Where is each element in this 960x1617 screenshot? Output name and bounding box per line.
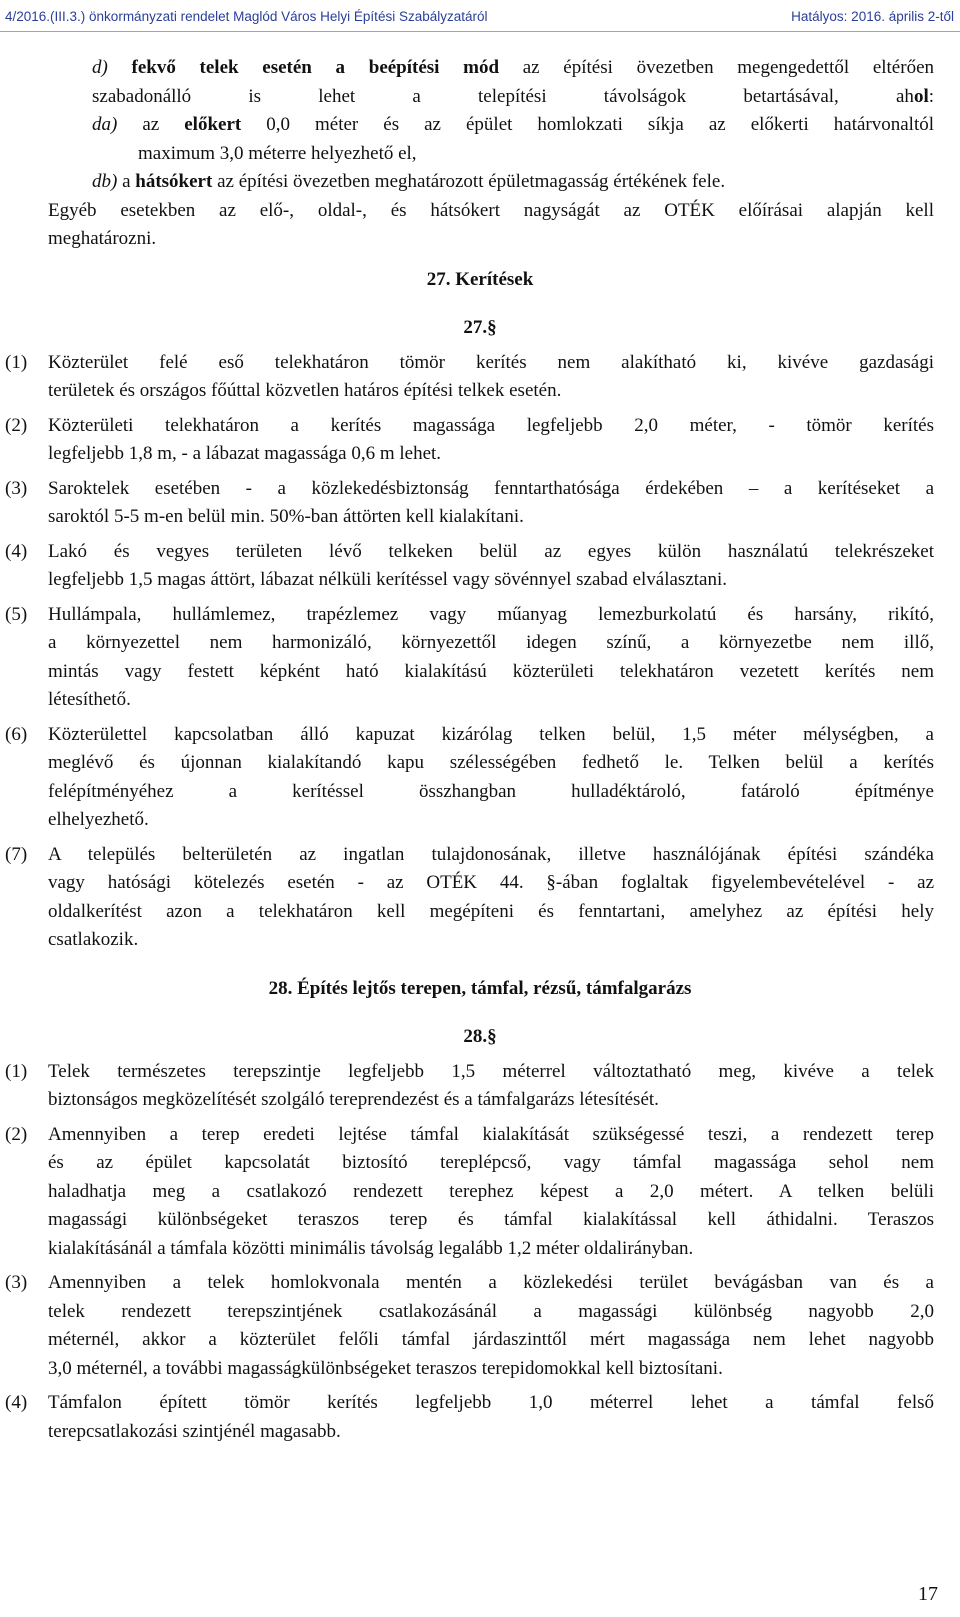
item-d-bold-text: fekvő telek esetén a beépítési mód [131,57,500,78]
item-d-text: az építési övezetben megengedettől eltérően [499,57,935,78]
running-header [0,0,960,33]
item-db-line-1: db) a hátsókert az építési övezetben meghatározott épületmagasság értékének fele. [92,171,726,192]
other-cases-paragraph: Egyéb esetekben az elő-, oldal-, és hátsókert nagyságát az OTÉK előírásai alapján kell meghatározni. [48,199,934,249]
s28-para-3: (3) Amennyiben a telek homlokvonala mentén a közlekedési terület bevágásban van és a telek rendezett terepszintjének csatlakozásánál a magassági különbség nagyobb 2,0 méternél, akkor a közterület felőli támfal járdaszinttől mért magassága nem lehet nagyobb 3,0 méternél, a további magasságkülönbségeket teraszos terepidomokkal kell biztosítani. [5,1272,934,1379]
section-28-paragraph-mark: 28.§ [463,1026,497,1047]
section-28-paragraphs [0,1058,960,1447]
item-da-label: da) [92,114,118,135]
header-divider [0,31,960,32]
s28-para-4: (4) Támfalon épített tömör kerítés legfeljebb 1,0 méterrel lehet a támfal felső terepcsatlakozási szintjénél magasabb. [5,1392,934,1442]
section-27-title: 27. Kerítések [426,268,534,290]
item-da-line-1: da) az előkert 0,0 méter és az épület homlokzati síkja az előkerti határvonaltól [92,114,934,135]
section-27-paragraph-mark: 27.§ [463,317,497,338]
s28-para-2: (2) Amennyiben a terep eredeti lejtése támfal kialakítását szükségessé teszi, a rendezett terep és az épület kapcsolatát biztosító tereplépcső, vagy támfal magassága sehol nem haladhatja meg a csatlakozó rendezett terephez képest a 2,0 métert. A telken belüli magassági különbségeket teraszos terep és támfal kialakítással kell áthidalni. Teraszos kialakításánál a támfala közötti minimális távolság legalább 1,2 méter oldalirányban. [5,1123,934,1259]
section-27-paragraphs [0,349,960,955]
s27-para-2: (2) Közterületi telekhatáron a kerítés magassága legfeljebb 2,0 méter, - tömör kerítés legfeljebb 1,8 m, - a lábazat magassága 0,6 m lehet. [5,414,934,464]
item-da-line-2: maximum 3,0 méterre helyezhető el, [138,142,417,164]
item-d-label: d) [92,57,108,78]
s27-para-6: (6) Közterülettel kapcsolatban álló kapuzat kizárólag telken belül, 1,5 méter mélységben, a meglévő és újonnan kialakítandó kapu szélességében fedhető le. Telken belül a kerítés felépítményéhez a kerítéssel összhangban hulladéktároló, fatároló építménye elhelyezhető. [5,723,934,830]
header-regulation-title: 4/2016.(III.3.) önkormányzati rendelet Maglód Város Helyi Építési Szabályzatáról [5,9,488,24]
s28-para-1: (1) Telek természetes terepszintje legfeljebb 1,5 méterrel változtatható meg, kivéve a telek biztonságos megközelítését szolgáló tereprendezést és a támfalgarázs létesítését. [5,1060,934,1110]
section-28-title: 28. Építés lejtős terepen, támfal, rézsű, támfalgarázs [268,977,692,999]
item-db-label: db) [92,171,118,192]
item-d-line-2: szabadonálló is lehet a telepítési távolságok betartásával, ahol: [92,85,934,107]
s27-para-1: (1) Közterület felé eső telekhatáron tömör kerítés nem alakítható ki, kivéve gazdasági területek és országos főúttal közvetlen határos építési telkek esetén. [5,351,934,401]
s27-para-4: (4) Lakó és vegyes területen lévő telkeken belül az egyes külön használatú telekrészeket legfeljebb 1,5 magas áttört, lábazat nélküli kerítéssel vagy sövénnyel szabad elválasztani. [5,540,934,590]
s27-para-5: (5) Hullámpala, hullámlemez, trapézlemez vagy műanyag lemezburkolatú és harsány, rikító, a környezettel nem harmonizáló, környezettől idegen színű, a környezetbe nem illő, mintás vagy festett képként ható kialakítású közterületi telekhatáron vezetett kerítés nem létesíthető. [5,603,934,710]
item-da [0,111,960,168]
s27-para-7: (7) A település belterületén az ingatlan tulajdonosának, illetve használójának építési szándéka vagy hatósági kötelezés esetén - az OTÉK 44. §-ában foglaltak figyelembevételével - az oldalkerítést azon a telekhatáron kell megépíteni és fenntartani, amelyhez az építési hely csatlakozik. [5,843,934,950]
s27-para-3: (3) Saroktelek esetében - a közlekedésbiztonság fenntarthatósága érdekében – a kerítéseket a saroktól 5-5 m-en belül min. 50%-ban áttörten kell kialakítani. [5,477,934,527]
item-db [0,168,960,197]
page-number: 17 [918,1583,938,1605]
document-body [0,54,960,1446]
item-d-line-1 [0,54,960,83]
header-effective-date: Hatályos: 2016. április 2-től [791,9,954,24]
